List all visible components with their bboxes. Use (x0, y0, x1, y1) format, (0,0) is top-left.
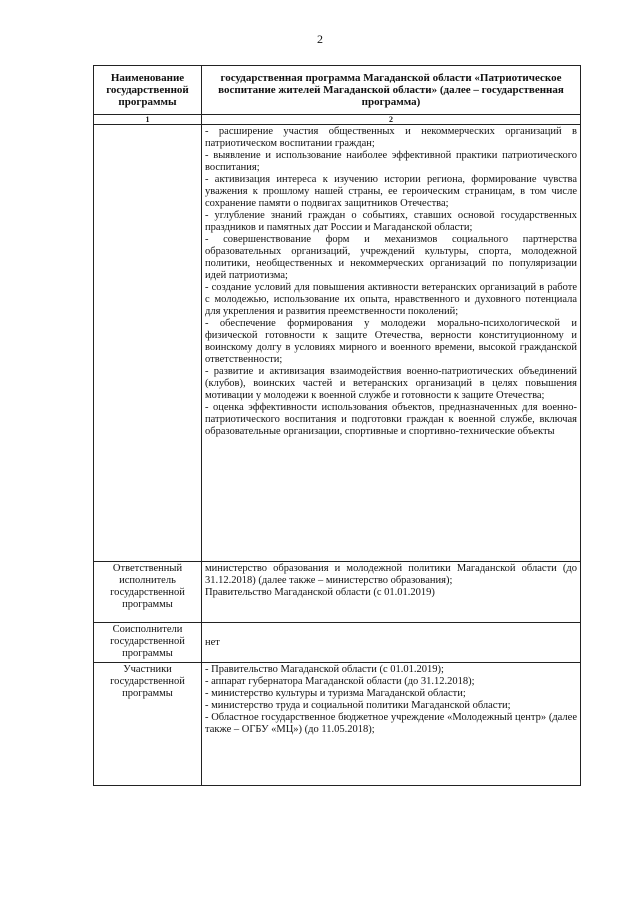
list-item: - развитие и активизация взаимодействия военно-патриотических объединений (клубов), воинских частей и ветеранских организаций в целях повышения мотивации у молодежи к военной службе и готовности к защите Отечества; (205, 366, 577, 401)
list-item: - Областное государственное бюджетное учреждение «Молодежный центр» (далее также – ОГБУ «МЦ») (до 11.05.2018); (205, 712, 577, 735)
column-number-row (94, 115, 581, 125)
co-executors-value: нет (202, 623, 581, 663)
list-item: - выявление и использование наиболее эффективной практики патриотического воспитания; (205, 150, 577, 173)
list-item: - совершенствование форм и механизмов социального партнерства образовательных организаций, учреждений культуры, спорта, молодежной политики, необщественных и некоммерческих организаций по популяризации идей патриотизма; (205, 234, 577, 281)
list-item: - расширение участия общественных и некоммерческих организаций в патриотическом воспитании граждан; (205, 126, 577, 149)
list-item: министерство образования и молодежной политики Магаданской области (до 31.12.2018) (далее также – министерство образования); (205, 563, 577, 586)
header-program-name-value: государственная программа Магаданской области «Патриотическое воспитание жителей Магаданской области» (далее – государственная программа) (202, 66, 581, 115)
program-passport-table (93, 65, 581, 786)
responsible-row (94, 562, 581, 623)
tasks-empty-label-cell (94, 125, 202, 562)
column-number-2: 2 (202, 115, 581, 125)
header-program-name-label: Наименование государственной программы (94, 66, 202, 115)
participants-list (202, 663, 581, 786)
responsible-label: Ответственный исполнитель государственной программы (94, 562, 202, 623)
list-item: - активизация интереса к изучению истории региона, формирование чувства уважения к прошлому нашей страны, ее героическим страницам, в том числе сохранение памяти о подвигах защитников Отечества; (205, 174, 577, 209)
list-item: - Правительство Магаданской области (с 01.01.2019); (205, 664, 444, 675)
co-executors-row (94, 623, 581, 663)
table-header-row (94, 66, 581, 115)
list-item: - углубление знаний граждан о событиях, ставших основой государственных праздников и памятных дат России и Магаданской области; (205, 210, 577, 233)
list-item: - обеспечение формирования у молодежи морально-психологической и физической готовности к защите Отечества, верности конституционному и воинскому долгу в условиях мирного и военного времени, высокой гражданской ответственности; (205, 318, 577, 365)
list-item: Правительство Магаданской области (с 01.01.2019) (205, 587, 435, 598)
column-number-1: 1 (94, 115, 202, 125)
participants-label: Участники государственной программы (94, 663, 202, 786)
list-item: - министерство культуры и туризма Магаданской области; (205, 688, 466, 699)
co-executors-label: Соисполнители государственной программы (94, 623, 202, 663)
list-item: - создание условий для повышения активности ветеранских организаций в работе с молодежью, использование их опыта, нравственного и духовного потенциала для укрепления и развития преемственности поколений; (205, 282, 577, 317)
list-item: - оценка эффективности использования объектов, предназначенных для военно-патриотического воспитания и подготовки граждан к военной службе, включая образовательные организации, спортивные и спортивно-технические объекты (205, 402, 577, 437)
page-number: 2 (317, 32, 323, 46)
responsible-value (202, 562, 581, 623)
list-item: - министерство труда и социальной политики Магаданской области; (205, 700, 511, 711)
list-item: - аппарат губернатора Магаданской области (до 31.12.2018); (205, 676, 475, 687)
tasks-list (202, 125, 581, 562)
participants-row (94, 663, 581, 786)
tasks-continuation-row (94, 125, 581, 562)
